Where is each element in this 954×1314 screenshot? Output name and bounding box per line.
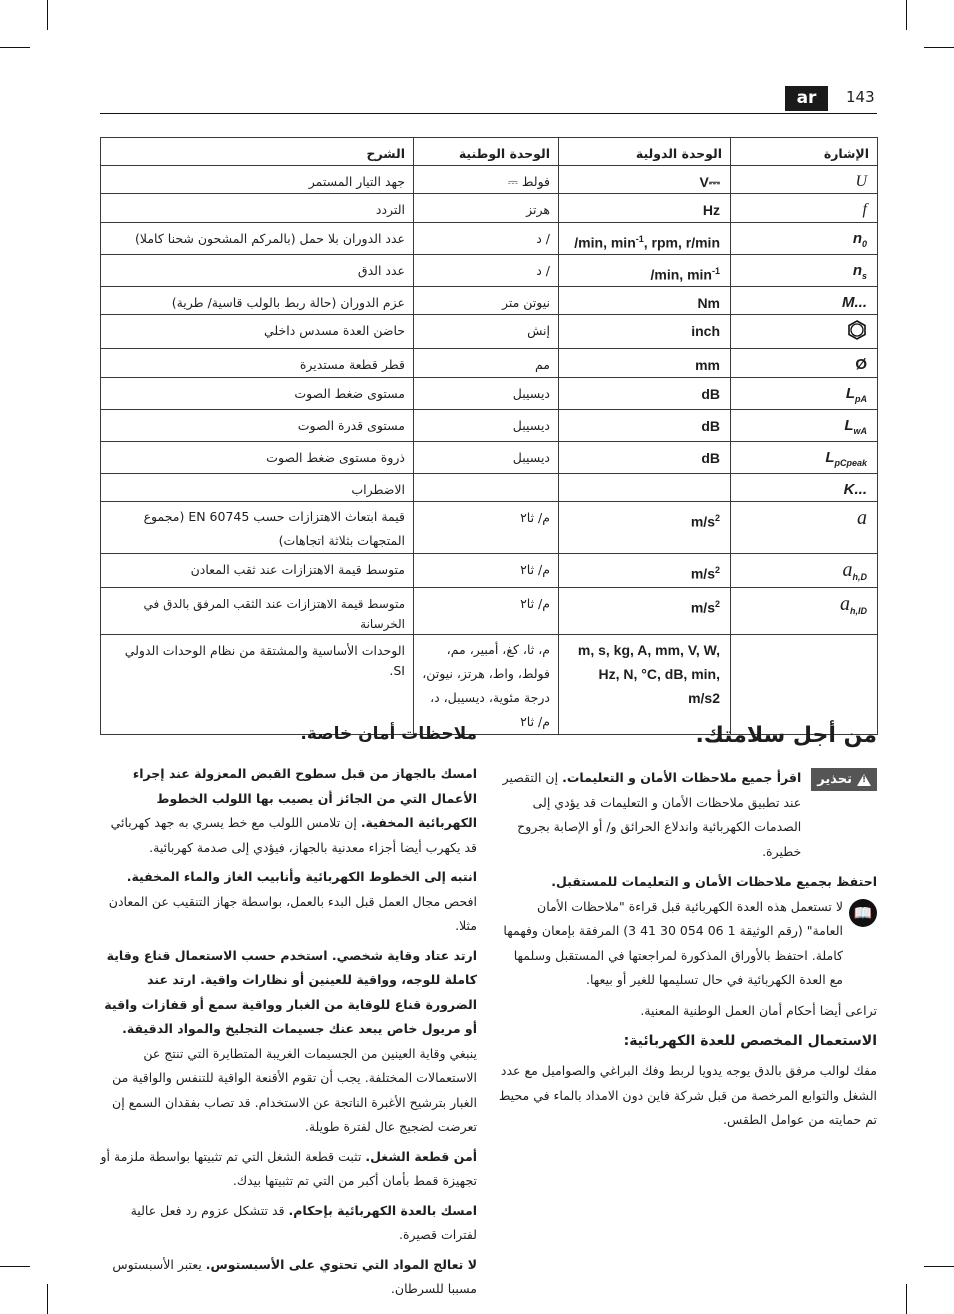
cell-nat: / د [414,255,559,287]
table-row [101,223,878,255]
usage-heading: الاستعمال المخصص للعدة الكهربائية: [623,1033,877,1049]
read-manual-block [498,895,877,993]
keep-instructions: احتفظ بجميع ملاحظات الأمان و التعليمات للمستقبل. [551,874,877,889]
section-title: ملاحظات أمان خاصة. [300,724,477,744]
cell-sym [731,315,878,349]
safety-paragraph: أمن قطعة الشغل. تثبت قطعة الشغل التي تم تثبيتها بواسطة ملزمة أو تجهيزة قمط بأمان أكبر من التي تم تثبيتها بيدك. [100,1148,477,1188]
cell-desc: قيمة ابتعاث الاهتزازات حسب EN 60745 (مجموع المتجهات بثلاثة اتجاهات) [101,502,414,554]
cell-intl: /min, $\min^{-1}$ [559,255,731,287]
cell-nat: نيوتن متر [414,287,559,315]
table-row [101,442,878,474]
table-row [101,255,878,287]
cell-desc: جهد التيار المستمر [101,166,414,194]
cell-intl: $m/s^2$ [559,554,731,588]
hexagon-socket-icon [847,320,867,340]
dc-symbol: ⎓ [507,174,518,189]
cell-nat: إنش [414,315,559,349]
header-desc: الشرح [101,138,414,166]
crop-mark [47,1284,48,1314]
safety-paragraph: امسك بالعدة الكهربائية بإحكام. قد تتشكل عزوم رد فعل عالية لفترات قصيرة. [130,1202,477,1242]
section-title: من أجل سلامتك. [695,723,877,748]
language-badge: ar [785,86,828,111]
cell-desc: حاضن العدة مسدس داخلي [101,315,414,349]
crop-mark [0,1266,30,1267]
warning-block [498,766,877,864]
cell-desc: عزم الدوران (حالة ربط بالولب قاسية/ طرية) [101,287,414,315]
table-row [101,349,878,378]
table-header-row [101,138,878,166]
cell-nat: م/ ثا٢ [414,588,559,635]
safety-paragraph: لا تعالج المواد التي تحتوي على الأسبستوس. يعتبر الأسبستوس مسببا للسرطان. [112,1256,477,1296]
table-row [101,315,878,349]
crop-mark [906,0,907,30]
cell-sym: a [731,502,878,554]
table-row [101,410,878,442]
cell-intl: dB [559,442,731,474]
cell-intl: inch [559,315,731,349]
table-row [101,474,878,502]
crop-mark [47,0,48,30]
cell-intl: Nm [559,287,731,315]
read-manual-text: لا تستعمل هذه العدة الكهربائية قبل قراءة "ملاحظات الأمان العامة" (رقم الوثيقة 1 06 054 30 41 3) المرفقة بإمعان وفهمها كاملة. احتفظ بالأوراق المذكورة لمراجعتها في المستقبل وسلمها مع العدة الكهربائية في حال تسليمها للغير أو بيعها. [503,898,843,987]
cell-nat: فولط ⎓ [414,166,559,194]
cell-intl: m, s, kg, A, mm, V, W, Hz, N, °C, dB, min, m/s2 [559,635,731,735]
cell-sym: M... [731,287,878,315]
cell-nat: م، ثا، كغ، أمبير، مم، فولط، واط، هرتز، نيوتن، درجة مئوية، ديسيبل، د، م/ ثا٢ [414,635,559,735]
crop-mark [0,47,30,48]
warning-text: اقرأ جميع ملاحظات الأمان و التعليمات. إن التقصير عند تطبيق ملاحظات الأمان و التعليمات قد يؤدي إلى الصدمات الكهربائية واندلاع الحرائق و/ أو الإصابة بجروح خطيرة. [502,770,802,859]
header-intl: الوحدة الدولية [559,138,731,166]
cell-intl: dB [559,410,731,442]
cell-intl: /min, $\min^{-1}$, rpm, r/min [559,223,731,255]
header-nat: الوحدة الوطنية [414,138,559,166]
warning-triangle-icon: ! [857,774,871,786]
warning-badge: ! تحذير [811,768,877,791]
cell-sym: $L_{pA}$ [731,378,878,410]
table-row [101,194,878,223]
table-row [101,166,878,194]
cell-nat [414,474,559,502]
cell-nat: م/ ثا٢ [414,502,559,554]
national-regulations: تراعى أيضا أحكام أمان العمل الوطنية المعنية. [640,1002,877,1018]
symbols-table [100,137,878,735]
header-sym: الإشارة [731,138,878,166]
cell-intl: $m/s^2$ [559,502,731,554]
crop-mark [906,1284,907,1314]
cell-sym: $n_0$ [731,223,878,255]
header-rule [100,113,877,114]
cell-intl: mm [559,349,731,378]
cell-nat: ديسيبل [414,410,559,442]
cell-sym: K... [731,474,878,502]
cell-sym: Ø [731,349,878,378]
cell-intl: V⎓ [559,166,731,194]
cell-intl: Hz [559,194,731,223]
cell-nat: مم [414,349,559,378]
cell-desc: الاضطراب [101,474,414,502]
cell-sym: $L_{pCpeak}$ [731,442,878,474]
usage-text: مفك لوالب مرفق بالدق يوجه يدويا لربط وفك البراغي والصواميل مع عدد الشغل والتوابع المرخصة من قبل شركة فاين دون الامداد بالماء في محيط تم حمايته من عوامل الطقس. [498,1063,877,1127]
dc-symbol: ⎓ [708,174,720,190]
table-row [101,287,878,315]
cell-intl: $m/s^2$ [559,588,731,635]
table-row [101,378,878,410]
cell-nat: هرتز [414,194,559,223]
cell-desc: متوسط قيمة الاهتزازات عند ثقب المعادن [101,554,414,588]
cell-sym: $a_{h,D}$ [731,554,878,588]
table-row [101,588,878,635]
special-safety-section [100,718,477,1307]
crop-mark [924,1266,954,1267]
cell-desc: متوسط قيمة الاهتزازات عند الثقب المرفق بالدق في الخرسانة [101,588,414,635]
table-row [101,554,878,588]
cell-desc: عدد الدق [101,255,414,287]
cell-sym: $n_s$ [731,255,878,287]
cell-nat: ديسيبل [414,442,559,474]
crop-mark [924,47,954,48]
cell-desc: ذروة مستوى ضغط الصوت [101,442,414,474]
cell-sym: U [731,166,878,194]
cell-desc: مستوى قدرة الصوت [101,410,414,442]
table-row [101,502,878,554]
cell-nat: م/ ثا٢ [414,554,559,588]
cell-desc: قطر قطعة مستديرة [101,349,414,378]
page-number: 143 [846,88,875,106]
read-manual-icon: 📖 [849,899,877,927]
for-your-safety-section [498,718,877,1133]
safety-paragraph: امسك بالجهاز من قبل سطوح القبض المعزولة عند إجراء الأعمال التي من الجائز أن يصيب بها اللولب الخطوط الكهربائية المخفية. إن تلامس اللولب مع خط يسري به جهد كهربائي قد يكهرب أيضا أجزاء معدنية بالجهاز، فيؤدي إلى صدمة كهربائية. [110,766,477,855]
cell-sym: f [731,194,878,223]
cell-desc: التردد [101,194,414,223]
cell-desc: مستوى ضغط الصوت [101,378,414,410]
cell-sym: $a_{h,ID}$ [731,588,878,635]
cell-nat: / د [414,223,559,255]
cell-sym: $L_{wA}$ [731,410,878,442]
cell-intl [559,474,731,502]
cell-nat: ديسيبل [414,378,559,410]
cell-desc: الوحدات الأساسية والمشتقة من نظام الوحدات الدولي SI. [101,635,414,735]
safety-paragraph: ارتد عتاد وقاية شخصي. استخدم حسب الاستعمال قناع وقاية كاملة للوجه، وواقية للعينين أو نظارات واقية. ارتد عند الضرورة قناع للوقاية من الغبار وواقية سمع أو قفازات واقية أو مريول خاص يبعد عنك جسيمات التجليخ والمواد الدقيقة. ينبغي وقاية العينين من الجسيمات الغريبة المتطايرة التي تنتج عن الاستعمالات المختلفة. يجب أن تقوم الأقنعة الواقية للتنفس والواقية من الغبار بترشيح الأغبرة الناتجة عن الاستخدام. قد تصاب بفقدان السمع إن تعرضت لضجيج عال لفترة طويلة. [104,947,477,1134]
cell-desc: عدد الدوران بلا حمل (بالمركم المشحون شحنا كاملا) [101,223,414,255]
safety-paragraph: انتبه إلى الخطوط الكهربائية وأنابيب الغاز والماء المخفية. افحص مجال العمل قبل البدء بالعمل، بواسطة جهاز التنقيب عن المعادن مثلا. [108,869,477,933]
cell-intl: dB [559,378,731,410]
